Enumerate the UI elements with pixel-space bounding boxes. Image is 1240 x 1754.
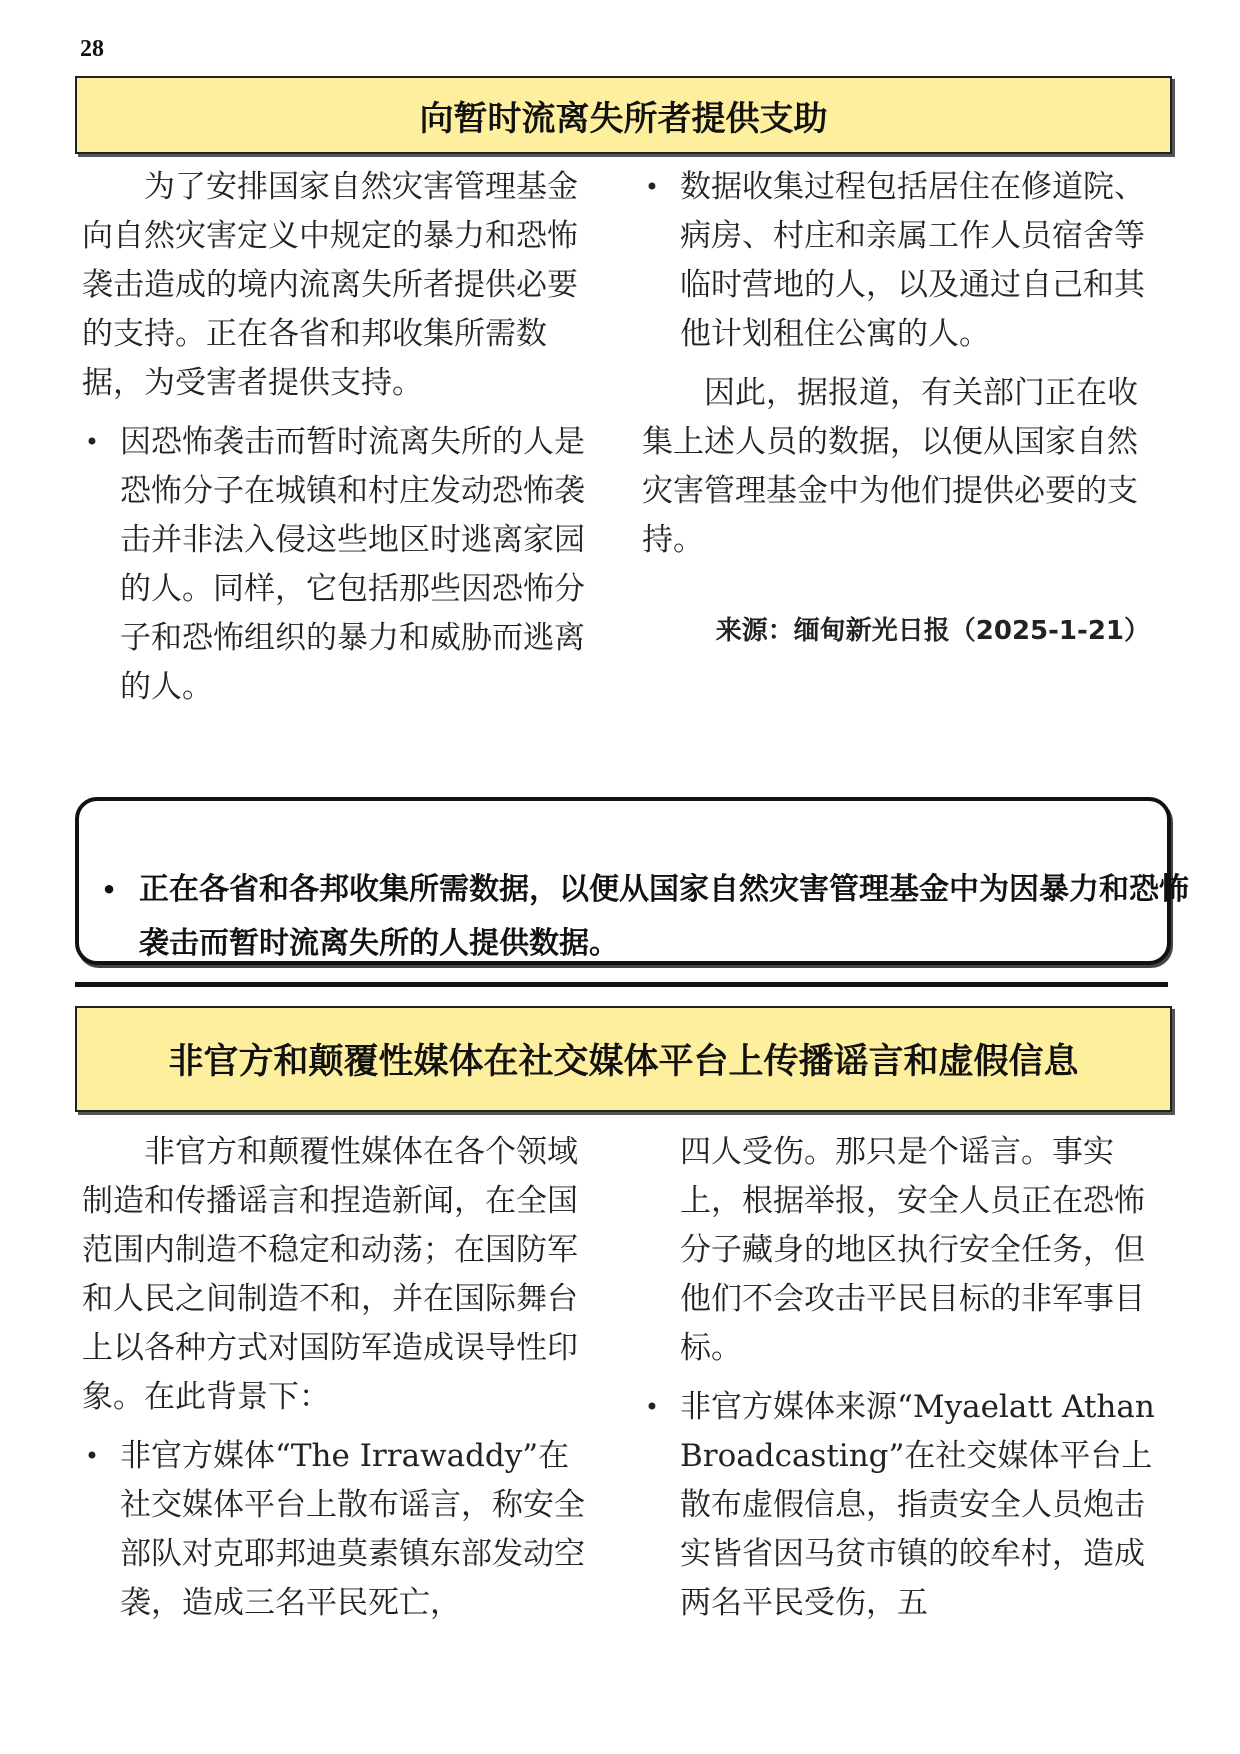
section-title: 向暂时流离失所者提供支助	[75, 76, 1172, 154]
section1-intro: 为了安排国家自然灾害管理基金向自然灾害定义中规定的暴力和恐怖袭击造成的境内流离失所者提供必要的支持。正在各省和邦收集所需数据，为受害者提供支持。	[82, 169, 578, 401]
bullet-icon: •	[644, 173, 660, 201]
bullet-icon: •	[84, 1442, 100, 1470]
section1-right-column	[642, 163, 1164, 656]
section2-right-column	[642, 1128, 1164, 1628]
bullet-text: 非官方媒体来源“Myaelatt Athan Broadcasting”在社交媒体平台上散布虚假信息，指责安全人员炮击实皆省因马贫市镇的皎牟村，造成两名平民受伤，五	[680, 1389, 1155, 1621]
section-title: 非官方和颠覆性媒体在社交媒体平台上传播谣言和虚假信息	[75, 1006, 1172, 1112]
section1-bullet-1	[82, 418, 600, 712]
section1-conclusion: 因此，据报道，有关部门正在收集上述人员的数据，以便从国家自然灾害管理基金中为他们提供必要的支持。	[642, 375, 1138, 558]
section2-left-column	[82, 1128, 600, 1628]
bullet-icon: •	[644, 1393, 660, 1421]
highlight-text: 正在各省和各邦收集所需数据，以便从国家自然灾害管理基金中为因暴力和恐怖袭击而暂时流离失所的人提供数据。	[139, 872, 1189, 961]
section2-bullet-1	[82, 1432, 600, 1628]
bullet-text: 因恐怖袭击而暂时流离失所的人是恐怖分子在城镇和村庄发动恐怖袭击并非法入侵这些地区时逃离家园的人。同样，它包括那些因恐怖分子和恐怖组织的暴力和威胁而逃离的人。	[120, 424, 585, 705]
source-citation: 来源：缅甸新光日报（2025-1-21）	[715, 616, 1150, 646]
section2-bullet-2	[642, 1383, 1164, 1628]
page-number: 28	[80, 36, 104, 62]
bullet-icon: •	[101, 876, 117, 904]
section-divider	[75, 982, 1168, 987]
section2-bullet-1-continued: 四人受伤。那只是个谣言。事实上，根据举报，安全人员正在恐怖分子藏身的地区执行安全任务，但他们不会攻击平民目标的非军事目标。	[680, 1134, 1145, 1366]
bullet-icon: •	[84, 428, 100, 456]
highlight-bullet	[91, 863, 1189, 971]
section1-left-column	[82, 163, 600, 712]
bullet-text: 数据收集过程包括居住在修道院、病房、村庄和亲属工作人员宿舍等临时营地的人，以及通过自己和其他计划租住公寓的人。	[680, 169, 1145, 352]
highlight-box	[75, 797, 1189, 965]
bullet-text: 非官方媒体“The Irrawaddy”在社交媒体平台上散布谣言，称安全部队对克耶邦迪莫素镇东部发动空袭，造成三名平民死亡，	[120, 1438, 585, 1621]
section2-intro: 非官方和颠覆性媒体在各个领域制造和传播谣言和捏造新闻，在全国范围内制造不稳定和动荡；在国防军和人民之间制造不和，并在国际舞台上以各种方式对国防军造成误导性印象。在此背景下：	[82, 1134, 578, 1415]
section1-bullet-2	[642, 163, 1164, 359]
